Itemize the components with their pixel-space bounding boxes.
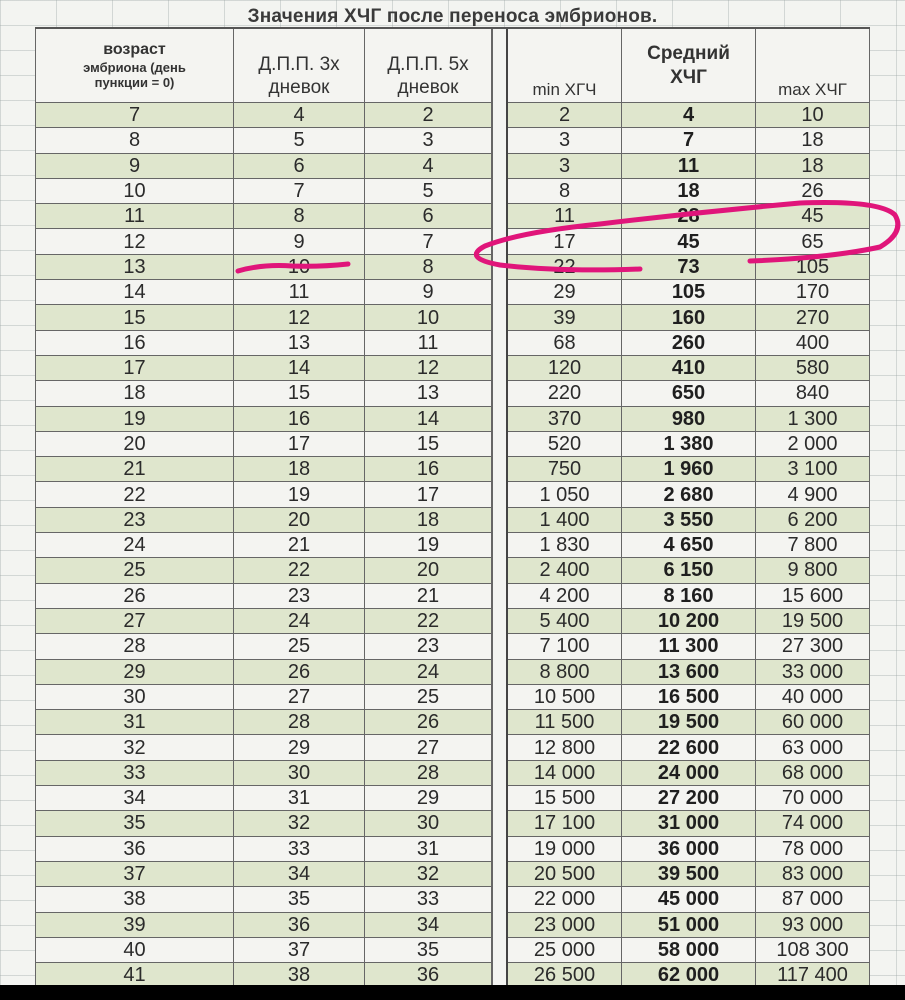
cell-embryo-age: 31 [35, 710, 234, 735]
column-separator [492, 103, 508, 128]
header-dpp-day5-line2: дневок [397, 77, 459, 99]
cell-avg-hcg: 7 [622, 128, 756, 153]
cell-avg-hcg: 650 [622, 381, 756, 406]
cell-dpp-day5: 7 [365, 229, 492, 254]
cell-dpp-day3: 22 [234, 558, 365, 583]
cell-dpp-day5: 31 [365, 837, 492, 862]
column-separator [492, 761, 508, 786]
column-separator [492, 862, 508, 887]
cell-dpp-day5: 32 [365, 862, 492, 887]
cell-avg-hcg: 160 [622, 305, 756, 330]
cell-dpp-day5: 21 [365, 584, 492, 609]
cell-embryo-age: 35 [35, 811, 234, 836]
header-min-hcg: min ХГЧ [508, 29, 622, 103]
cell-dpp-day3: 37 [234, 938, 365, 963]
cell-max-hcg: 74 000 [756, 811, 870, 836]
cell-avg-hcg: 58 000 [622, 938, 756, 963]
cell-embryo-age: 16 [35, 331, 234, 356]
cell-embryo-age: 41 [35, 963, 234, 985]
cell-embryo-age: 26 [35, 584, 234, 609]
column-separator [492, 432, 508, 457]
cell-dpp-day3: 18 [234, 457, 365, 482]
cell-dpp-day5: 18 [365, 508, 492, 533]
cell-dpp-day3: 35 [234, 887, 365, 912]
column-separator [492, 331, 508, 356]
cell-min-hcg: 1 050 [508, 482, 622, 507]
cell-embryo-age: 34 [35, 786, 234, 811]
cell-dpp-day5: 16 [365, 457, 492, 482]
column-separator [492, 837, 508, 862]
cell-embryo-age: 12 [35, 229, 234, 254]
cell-max-hcg: 26 [756, 179, 870, 204]
cell-avg-hcg: 6 150 [622, 558, 756, 583]
cell-dpp-day5: 23 [365, 634, 492, 659]
cell-min-hcg: 20 500 [508, 862, 622, 887]
cell-dpp-day3: 27 [234, 685, 365, 710]
cell-dpp-day3: 19 [234, 482, 365, 507]
cell-dpp-day5: 2 [365, 103, 492, 128]
cell-embryo-age: 14 [35, 280, 234, 305]
cell-embryo-age: 24 [35, 533, 234, 558]
cell-dpp-day3: 36 [234, 913, 365, 938]
cell-max-hcg: 15 600 [756, 584, 870, 609]
cell-min-hcg: 3 [508, 128, 622, 153]
cell-embryo-age: 11 [35, 204, 234, 229]
cell-avg-hcg: 1 380 [622, 432, 756, 457]
cell-max-hcg: 270 [756, 305, 870, 330]
cell-dpp-day3: 29 [234, 735, 365, 760]
header-max-hcg: max ХЧГ [756, 29, 870, 103]
cell-min-hcg: 25 000 [508, 938, 622, 963]
cell-dpp-day3: 26 [234, 660, 365, 685]
cell-min-hcg: 4 200 [508, 584, 622, 609]
cell-min-hcg: 68 [508, 331, 622, 356]
cell-avg-hcg: 410 [622, 356, 756, 381]
cell-dpp-day5: 28 [365, 761, 492, 786]
cell-max-hcg: 18 [756, 154, 870, 179]
cell-max-hcg: 9 800 [756, 558, 870, 583]
cell-embryo-age: 7 [35, 103, 234, 128]
cell-embryo-age: 37 [35, 862, 234, 887]
header-dpp-day5 [365, 29, 492, 103]
header-dpp-day3-line2: дневок [268, 77, 330, 99]
cell-dpp-day3: 20 [234, 508, 365, 533]
header-embryo-age-line1: возраст [103, 41, 166, 59]
cell-avg-hcg: 73 [622, 255, 756, 280]
cell-dpp-day3: 11 [234, 280, 365, 305]
cell-embryo-age: 25 [35, 558, 234, 583]
cell-max-hcg: 78 000 [756, 837, 870, 862]
header-embryo-age-line2: эмбриона (день [83, 59, 186, 75]
cell-dpp-day3: 14 [234, 356, 365, 381]
cell-min-hcg: 3 [508, 154, 622, 179]
cell-dpp-day5: 34 [365, 913, 492, 938]
column-separator [492, 407, 508, 432]
cell-min-hcg: 29 [508, 280, 622, 305]
cell-dpp-day3: 16 [234, 407, 365, 432]
cell-embryo-age: 23 [35, 508, 234, 533]
cell-max-hcg: 60 000 [756, 710, 870, 735]
cell-max-hcg: 27 300 [756, 634, 870, 659]
cell-dpp-day3: 28 [234, 710, 365, 735]
column-separator [492, 685, 508, 710]
cell-dpp-day3: 32 [234, 811, 365, 836]
cell-embryo-age: 38 [35, 887, 234, 912]
cell-avg-hcg: 260 [622, 331, 756, 356]
column-separator [492, 811, 508, 836]
cell-dpp-day5: 24 [365, 660, 492, 685]
cell-min-hcg: 2 400 [508, 558, 622, 583]
cell-max-hcg: 65 [756, 229, 870, 254]
column-separator [492, 735, 508, 760]
cell-min-hcg: 8 [508, 179, 622, 204]
cell-dpp-day3: 7 [234, 179, 365, 204]
cell-avg-hcg: 3 550 [622, 508, 756, 533]
cell-min-hcg: 1 400 [508, 508, 622, 533]
column-separator [492, 558, 508, 583]
cell-avg-hcg: 45 000 [622, 887, 756, 912]
cell-embryo-age: 22 [35, 482, 234, 507]
cell-dpp-day3: 23 [234, 584, 365, 609]
cell-max-hcg: 93 000 [756, 913, 870, 938]
cell-dpp-day5: 35 [365, 938, 492, 963]
cell-embryo-age: 10 [35, 179, 234, 204]
column-separator [492, 710, 508, 735]
cell-avg-hcg: 22 600 [622, 735, 756, 760]
cell-embryo-age: 33 [35, 761, 234, 786]
cell-dpp-day5: 13 [365, 381, 492, 406]
cell-dpp-day5: 5 [365, 179, 492, 204]
column-separator [492, 634, 508, 659]
cell-min-hcg: 22 [508, 255, 622, 280]
cell-dpp-day3: 8 [234, 204, 365, 229]
cell-dpp-day3: 21 [234, 533, 365, 558]
cell-max-hcg: 70 000 [756, 786, 870, 811]
column-separator [492, 305, 508, 330]
hcg-table [35, 27, 870, 985]
cell-min-hcg: 7 100 [508, 634, 622, 659]
cell-avg-hcg: 8 160 [622, 584, 756, 609]
header-avg-hcg-line1: Средний [647, 42, 730, 64]
cell-max-hcg: 68 000 [756, 761, 870, 786]
cell-embryo-age: 19 [35, 407, 234, 432]
cell-dpp-day5: 25 [365, 685, 492, 710]
column-separator [492, 154, 508, 179]
cell-avg-hcg: 51 000 [622, 913, 756, 938]
column-separator [492, 584, 508, 609]
cell-embryo-age: 36 [35, 837, 234, 862]
column-separator [492, 457, 508, 482]
column-separator [492, 29, 508, 103]
cell-max-hcg: 3 100 [756, 457, 870, 482]
cell-avg-hcg: 39 500 [622, 862, 756, 887]
cell-min-hcg: 10 500 [508, 685, 622, 710]
cell-avg-hcg: 11 300 [622, 634, 756, 659]
cell-min-hcg: 120 [508, 356, 622, 381]
header-dpp-day3 [234, 29, 365, 103]
cell-max-hcg: 580 [756, 356, 870, 381]
cell-max-hcg: 40 000 [756, 685, 870, 710]
column-separator [492, 913, 508, 938]
cell-min-hcg: 520 [508, 432, 622, 457]
column-separator [492, 381, 508, 406]
cell-max-hcg: 83 000 [756, 862, 870, 887]
cell-min-hcg: 17 100 [508, 811, 622, 836]
cell-max-hcg: 63 000 [756, 735, 870, 760]
cell-dpp-day3: 4 [234, 103, 365, 128]
cell-dpp-day3: 12 [234, 305, 365, 330]
cell-avg-hcg: 105 [622, 280, 756, 305]
cell-dpp-day5: 15 [365, 432, 492, 457]
header-avg-hcg [622, 29, 756, 103]
cell-embryo-age: 30 [35, 685, 234, 710]
column-separator [492, 482, 508, 507]
column-separator [492, 179, 508, 204]
cell-max-hcg: 170 [756, 280, 870, 305]
cell-dpp-day3: 34 [234, 862, 365, 887]
column-separator [492, 786, 508, 811]
cell-min-hcg: 26 500 [508, 963, 622, 985]
cell-avg-hcg: 980 [622, 407, 756, 432]
cell-avg-hcg: 19 500 [622, 710, 756, 735]
column-separator [492, 356, 508, 381]
cell-embryo-age: 21 [35, 457, 234, 482]
column-separator [492, 887, 508, 912]
column-separator [492, 660, 508, 685]
cell-embryo-age: 40 [35, 938, 234, 963]
cell-max-hcg: 87 000 [756, 887, 870, 912]
cell-max-hcg: 7 800 [756, 533, 870, 558]
cell-dpp-day5: 4 [365, 154, 492, 179]
cell-dpp-day3: 15 [234, 381, 365, 406]
cell-max-hcg: 105 [756, 255, 870, 280]
cell-dpp-day3: 13 [234, 331, 365, 356]
cell-avg-hcg: 11 [622, 154, 756, 179]
cell-min-hcg: 17 [508, 229, 622, 254]
cell-avg-hcg: 24 000 [622, 761, 756, 786]
cell-dpp-day3: 17 [234, 432, 365, 457]
cell-max-hcg: 1 300 [756, 407, 870, 432]
cell-dpp-day5: 19 [365, 533, 492, 558]
cell-dpp-day5: 22 [365, 609, 492, 634]
cell-max-hcg: 117 400 [756, 963, 870, 985]
cell-max-hcg: 19 500 [756, 609, 870, 634]
table-title: Значения ХЧГ после переноса эмбрионов. [247, 6, 658, 27]
cell-min-hcg: 22 000 [508, 887, 622, 912]
column-separator [492, 255, 508, 280]
cell-dpp-day5: 17 [365, 482, 492, 507]
cell-dpp-day5: 36 [365, 963, 492, 985]
cell-avg-hcg: 10 200 [622, 609, 756, 634]
column-separator [492, 204, 508, 229]
cell-min-hcg: 220 [508, 381, 622, 406]
cell-avg-hcg: 62 000 [622, 963, 756, 985]
cell-min-hcg: 12 800 [508, 735, 622, 760]
cell-max-hcg: 45 [756, 204, 870, 229]
cell-embryo-age: 9 [35, 154, 234, 179]
cell-dpp-day3: 10 [234, 255, 365, 280]
cell-dpp-day3: 38 [234, 963, 365, 985]
cell-embryo-age: 39 [35, 913, 234, 938]
cell-min-hcg: 8 800 [508, 660, 622, 685]
cell-min-hcg: 2 [508, 103, 622, 128]
cell-dpp-day5: 20 [365, 558, 492, 583]
cell-max-hcg: 10 [756, 103, 870, 128]
cell-embryo-age: 29 [35, 660, 234, 685]
column-separator [492, 938, 508, 963]
cell-min-hcg: 23 000 [508, 913, 622, 938]
cell-max-hcg: 4 900 [756, 482, 870, 507]
cell-dpp-day5: 12 [365, 356, 492, 381]
column-separator [492, 533, 508, 558]
cell-dpp-day5: 14 [365, 407, 492, 432]
cell-dpp-day5: 30 [365, 811, 492, 836]
cell-max-hcg: 840 [756, 381, 870, 406]
cell-avg-hcg: 31 000 [622, 811, 756, 836]
cell-min-hcg: 5 400 [508, 609, 622, 634]
cell-embryo-age: 32 [35, 735, 234, 760]
column-separator [492, 609, 508, 634]
cell-dpp-day5: 6 [365, 204, 492, 229]
cell-dpp-day3: 6 [234, 154, 365, 179]
cell-dpp-day5: 8 [365, 255, 492, 280]
cell-avg-hcg: 4 650 [622, 533, 756, 558]
cell-dpp-day3: 9 [234, 229, 365, 254]
cell-min-hcg: 14 000 [508, 761, 622, 786]
cell-avg-hcg: 28 [622, 204, 756, 229]
cell-embryo-age: 20 [35, 432, 234, 457]
cell-max-hcg: 18 [756, 128, 870, 153]
cell-min-hcg: 39 [508, 305, 622, 330]
header-embryo-age-line3: пункции = 0) [94, 75, 175, 91]
cell-avg-hcg: 13 600 [622, 660, 756, 685]
cell-max-hcg: 6 200 [756, 508, 870, 533]
column-separator [492, 508, 508, 533]
cell-dpp-day5: 26 [365, 710, 492, 735]
cell-dpp-day3: 25 [234, 634, 365, 659]
cell-avg-hcg: 18 [622, 179, 756, 204]
cell-dpp-day3: 5 [234, 128, 365, 153]
cell-dpp-day5: 3 [365, 128, 492, 153]
cell-embryo-age: 18 [35, 381, 234, 406]
cell-embryo-age: 17 [35, 356, 234, 381]
column-separator [492, 280, 508, 305]
cell-min-hcg: 11 [508, 204, 622, 229]
header-avg-hcg-line2: ХЧГ [670, 66, 707, 88]
cell-embryo-age: 8 [35, 128, 234, 153]
cell-embryo-age: 28 [35, 634, 234, 659]
column-separator [492, 229, 508, 254]
column-separator [492, 128, 508, 153]
cell-dpp-day3: 30 [234, 761, 365, 786]
cell-min-hcg: 370 [508, 407, 622, 432]
header-dpp-day3-line1: Д.П.П. 3х [258, 53, 340, 75]
cell-avg-hcg: 16 500 [622, 685, 756, 710]
cell-embryo-age: 15 [35, 305, 234, 330]
cell-max-hcg: 33 000 [756, 660, 870, 685]
cell-min-hcg: 19 000 [508, 837, 622, 862]
cell-dpp-day5: 10 [365, 305, 492, 330]
header-dpp-day5-line1: Д.П.П. 5х [387, 53, 469, 75]
cell-avg-hcg: 45 [622, 229, 756, 254]
cell-embryo-age: 27 [35, 609, 234, 634]
cell-avg-hcg: 36 000 [622, 837, 756, 862]
column-separator [492, 963, 508, 985]
cell-dpp-day5: 29 [365, 786, 492, 811]
cell-max-hcg: 2 000 [756, 432, 870, 457]
cell-max-hcg: 108 300 [756, 938, 870, 963]
cell-max-hcg: 400 [756, 331, 870, 356]
cell-dpp-day3: 31 [234, 786, 365, 811]
cell-avg-hcg: 1 960 [622, 457, 756, 482]
cell-min-hcg: 11 500 [508, 710, 622, 735]
cell-dpp-day5: 9 [365, 280, 492, 305]
cell-embryo-age: 13 [35, 255, 234, 280]
cell-dpp-day3: 24 [234, 609, 365, 634]
cell-dpp-day3: 33 [234, 837, 365, 862]
cell-min-hcg: 1 830 [508, 533, 622, 558]
cell-avg-hcg: 2 680 [622, 482, 756, 507]
cell-dpp-day5: 33 [365, 887, 492, 912]
cell-min-hcg: 750 [508, 457, 622, 482]
cell-avg-hcg: 27 200 [622, 786, 756, 811]
cell-avg-hcg: 4 [622, 103, 756, 128]
cell-dpp-day5: 27 [365, 735, 492, 760]
cell-min-hcg: 15 500 [508, 786, 622, 811]
header-embryo-age [35, 29, 234, 103]
cell-dpp-day5: 11 [365, 331, 492, 356]
